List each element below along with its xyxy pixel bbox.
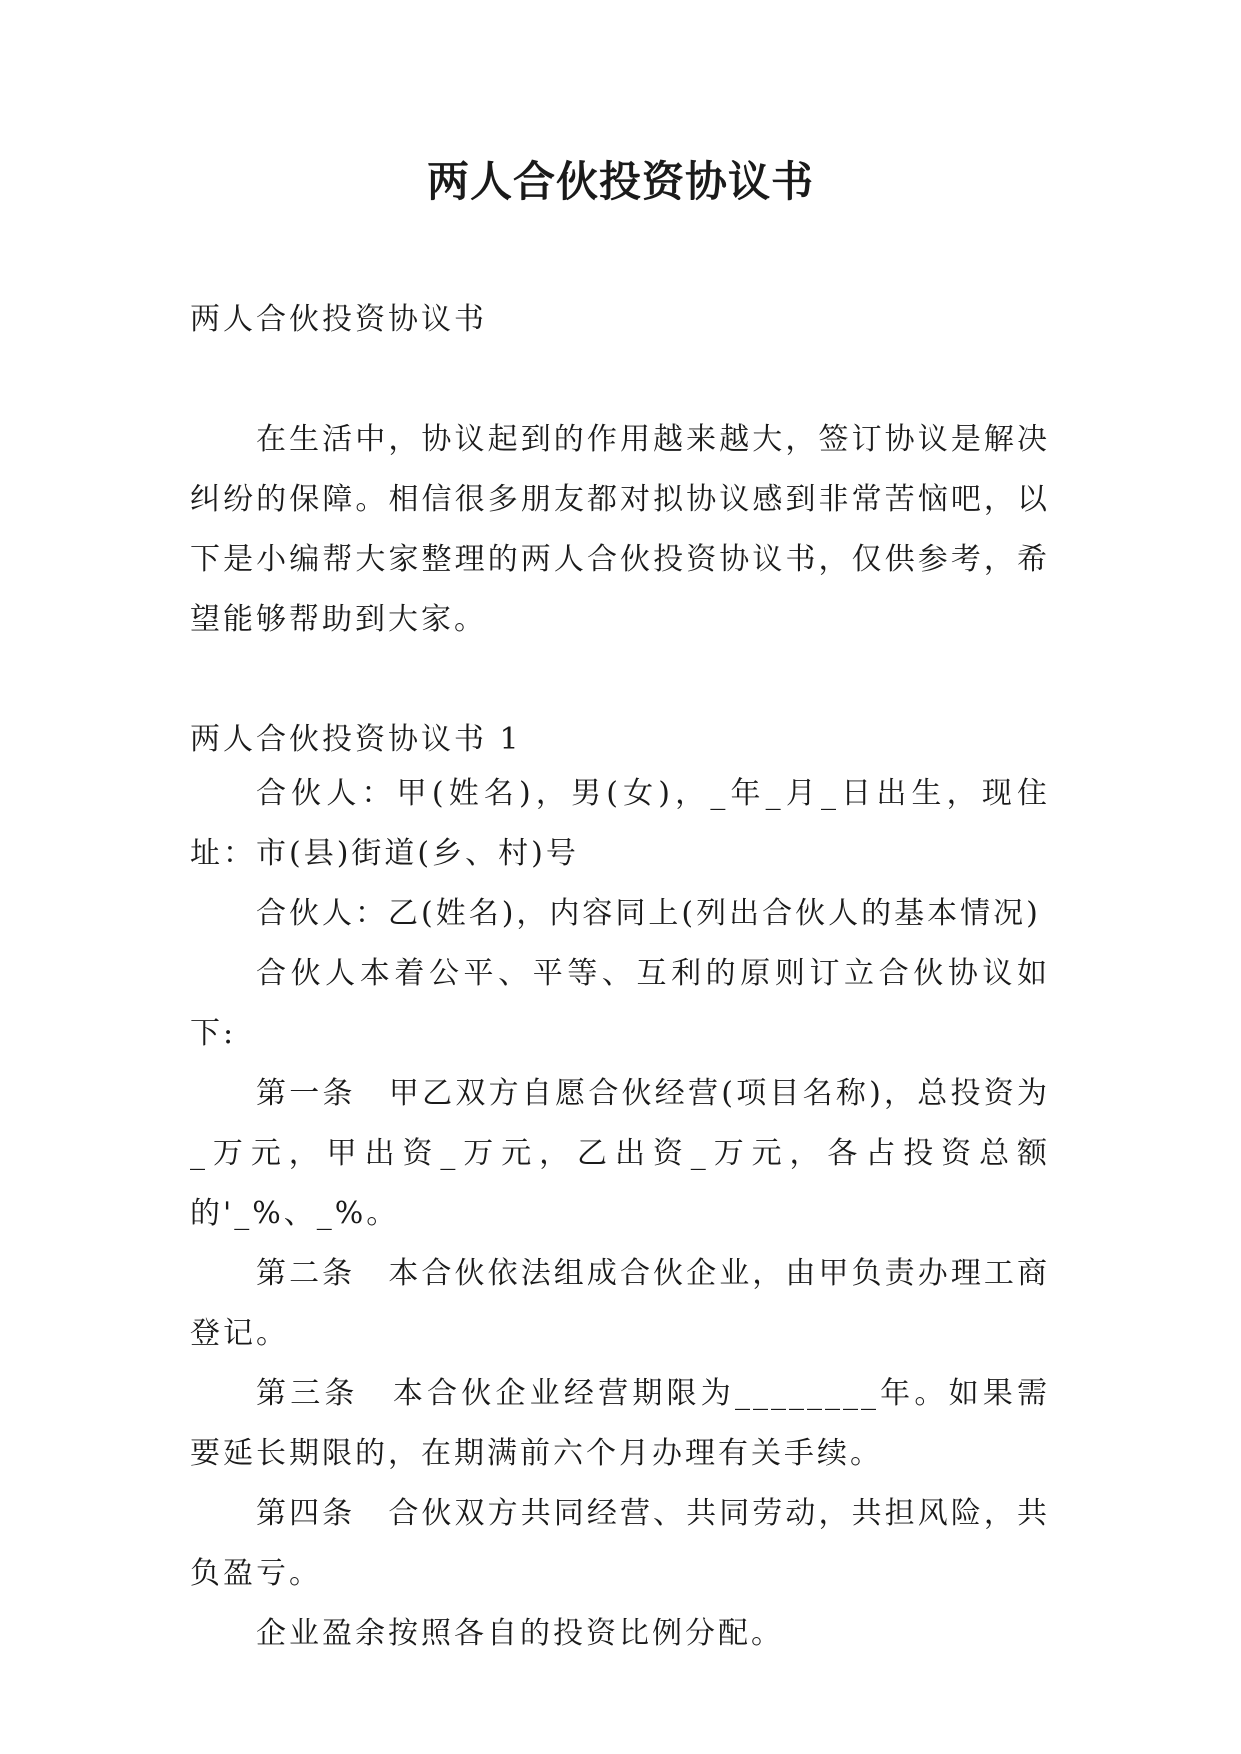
document-title: 两人合伙投资协议书	[426, 157, 814, 206]
document-subtitle: 两人合伙投资协议书	[190, 302, 487, 337]
intro-paragraph: 在生活中，协议起到的作用越来越大，签订协议是解决纠纷的保障。相信很多朋友都对拟协议感到非常苦恼吧，以下是小编帮大家整理的两人合伙投资协议书，仅供参考，希望能够帮助到大家。	[190, 422, 1050, 637]
article-4-paragraph: 第四条 合伙双方共同经营、共同劳动，共担风险，共负盈亏。	[190, 1496, 1050, 1591]
profit-distribution-paragraph: 企业盈余按照各自的投资比例分配。	[256, 1616, 784, 1651]
document-body	[190, 290, 1050, 1664]
section-heading: 两人合伙投资协议书 1	[190, 722, 522, 757]
article-3-paragraph: 第三条 本合伙企业经营期限为________年。如果需要延长期限的，在期满前六个月办理有关手续。	[190, 1376, 1050, 1471]
article-2-paragraph: 第二条 本合伙依法组成合伙企业，由甲负责办理工商登记。	[190, 1256, 1050, 1351]
principle-paragraph: 合伙人本着公平、平等、互利的原则订立合伙协议如下:	[190, 956, 1050, 1051]
partner-b-paragraph: 合伙人：乙(姓名)，内容同上(列出合伙人的基本情况)	[256, 896, 1041, 931]
partner-a-paragraph: 合伙人：甲(姓名)，男(女)，_年_月_日出生，现住址：市(县)街道(乡、村)号	[190, 776, 1050, 871]
article-1-paragraph: 第一条 甲乙双方自愿合伙经营(项目名称)，总投资为_万元，甲出资_万元，乙出资_万元，各占投资总额的'_%、_%。	[190, 1076, 1050, 1231]
